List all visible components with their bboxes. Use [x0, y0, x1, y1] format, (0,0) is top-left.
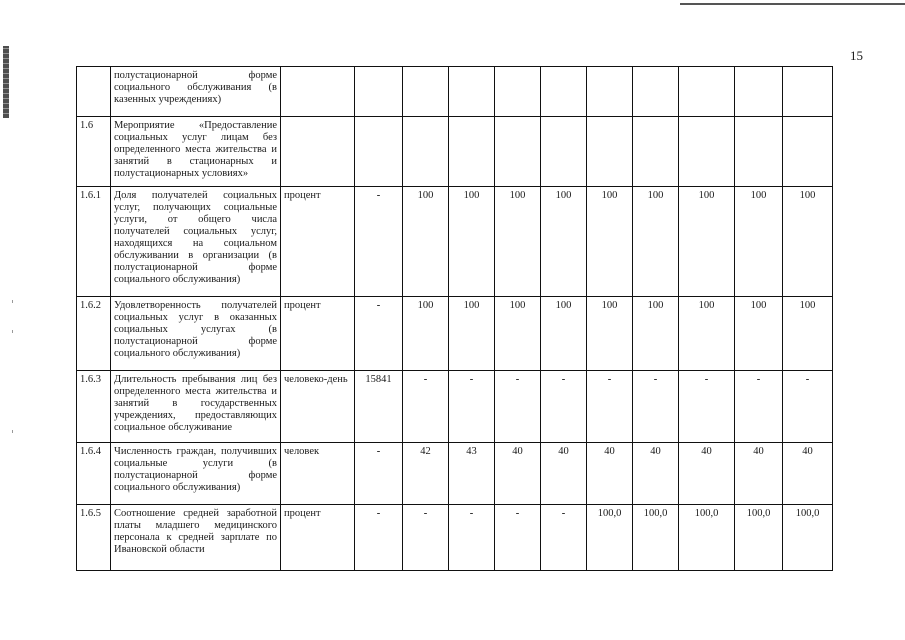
value-cell: - — [355, 187, 403, 297]
value-cell: - — [735, 371, 783, 443]
indicator-description: Соотношение средней заработной платы младшего медицинского персонала к средней зарплате по Ивановской области — [111, 505, 281, 571]
value-cell: - — [355, 443, 403, 505]
value-cell: - — [449, 505, 495, 571]
row-number: 1.6.3 — [77, 371, 111, 443]
table-row — [77, 117, 833, 187]
value-cell — [403, 67, 449, 117]
value-cell — [449, 67, 495, 117]
value-cell: 100,0 — [633, 505, 679, 571]
scan-binding-mark — [3, 46, 9, 118]
row-number: 1.6.5 — [77, 505, 111, 571]
unit-of-measure: процент — [281, 187, 355, 297]
value-cell: 100 — [495, 297, 541, 371]
indicator-description: Численность граждан, получивших социальные услуги (в полустационарной форме социального обслуживания) — [111, 443, 281, 505]
scan-tick — [12, 300, 13, 303]
value-cell: 100,0 — [587, 505, 633, 571]
value-cell: 40 — [587, 443, 633, 505]
value-cell: 100 — [783, 297, 833, 371]
value-cell — [679, 117, 735, 187]
unit-of-measure: процент — [281, 505, 355, 571]
unit-of-measure — [281, 67, 355, 117]
value-cell: 42 — [403, 443, 449, 505]
table-body — [77, 67, 833, 571]
value-cell — [587, 67, 633, 117]
table-row — [77, 371, 833, 443]
unit-of-measure — [281, 117, 355, 187]
indicator-description: Доля получателей социальных услуг, получающих социальные услуги, от общего числа получателей социальных услуг, находящихся на социальном обслуживании в организации (в полустационарной форме социального обслуживания) — [111, 187, 281, 297]
value-cell: 100 — [735, 187, 783, 297]
value-cell: 40 — [495, 443, 541, 505]
value-cell: 100 — [403, 187, 449, 297]
value-cell: - — [541, 371, 587, 443]
table-row — [77, 67, 833, 117]
row-number: 1.6.2 — [77, 297, 111, 371]
value-cell: - — [633, 371, 679, 443]
value-cell: 100,0 — [679, 505, 735, 571]
value-cell: 100 — [587, 297, 633, 371]
value-cell: 40 — [783, 443, 833, 505]
value-cell: 100 — [449, 297, 495, 371]
value-cell — [633, 67, 679, 117]
table-row — [77, 187, 833, 297]
indicator-description: Удовлетворенность получателей социальных услуг в оказанных социальных услугах (в полустационарной форме социального обслуживания) — [111, 297, 281, 371]
value-cell: 100 — [403, 297, 449, 371]
scan-tick — [12, 330, 13, 333]
value-cell — [783, 67, 833, 117]
value-cell — [541, 67, 587, 117]
value-cell: - — [783, 371, 833, 443]
value-cell: 100 — [679, 297, 735, 371]
indicator-description: Длительность пребывания лиц без определенного места жительства и занятий в государственных учреждениях, предоставляющих социальное обслуживание — [111, 371, 281, 443]
indicator-description: полустационарной форме социального обслуживания (в казенных учреждениях) — [111, 67, 281, 117]
row-number — [77, 67, 111, 117]
page-number: 15 — [850, 48, 863, 63]
value-cell — [403, 117, 449, 187]
value-cell: - — [355, 297, 403, 371]
value-cell: 100 — [679, 187, 735, 297]
value-cell: - — [541, 505, 587, 571]
value-cell: 100 — [541, 187, 587, 297]
unit-of-measure: человеко-день — [281, 371, 355, 443]
value-cell — [735, 117, 783, 187]
value-cell: 100 — [633, 297, 679, 371]
value-cell: 40 — [633, 443, 679, 505]
unit-of-measure: человек — [281, 443, 355, 505]
indicator-description: Мероприятие «Предоставление социальных услуг лицам без определенного места жительства и занятий в стационарных и полустационарных условиях» — [111, 117, 281, 187]
scan-top-line — [680, 3, 905, 5]
value-cell: 100,0 — [735, 505, 783, 571]
unit-of-measure: процент — [281, 297, 355, 371]
value-cell — [735, 67, 783, 117]
value-cell: 43 — [449, 443, 495, 505]
value-cell: - — [355, 505, 403, 571]
value-cell — [495, 117, 541, 187]
value-cell: - — [403, 371, 449, 443]
indicators-table — [76, 66, 833, 571]
table-row — [77, 297, 833, 371]
value-cell: 100 — [495, 187, 541, 297]
value-cell: 40 — [541, 443, 587, 505]
value-cell: - — [403, 505, 449, 571]
value-cell: 40 — [679, 443, 735, 505]
value-cell — [495, 67, 541, 117]
value-cell — [541, 117, 587, 187]
row-number: 1.6.4 — [77, 443, 111, 505]
value-cell — [355, 117, 403, 187]
value-cell: - — [679, 371, 735, 443]
value-cell: 100 — [735, 297, 783, 371]
value-cell — [679, 67, 735, 117]
value-cell: - — [587, 371, 633, 443]
row-number: 1.6.1 — [77, 187, 111, 297]
value-cell: 15841 — [355, 371, 403, 443]
table-row — [77, 443, 833, 505]
value-cell — [783, 117, 833, 187]
value-cell: 100 — [541, 297, 587, 371]
table-row — [77, 505, 833, 571]
value-cell: 100 — [783, 187, 833, 297]
value-cell — [587, 117, 633, 187]
scan-tick — [12, 430, 13, 433]
value-cell: 100 — [587, 187, 633, 297]
value-cell: - — [449, 371, 495, 443]
value-cell: - — [495, 505, 541, 571]
value-cell: 100 — [449, 187, 495, 297]
value-cell: - — [495, 371, 541, 443]
value-cell: 100,0 — [783, 505, 833, 571]
value-cell: 100 — [633, 187, 679, 297]
value-cell — [355, 67, 403, 117]
value-cell — [449, 117, 495, 187]
row-number: 1.6 — [77, 117, 111, 187]
value-cell: 40 — [735, 443, 783, 505]
value-cell — [633, 117, 679, 187]
